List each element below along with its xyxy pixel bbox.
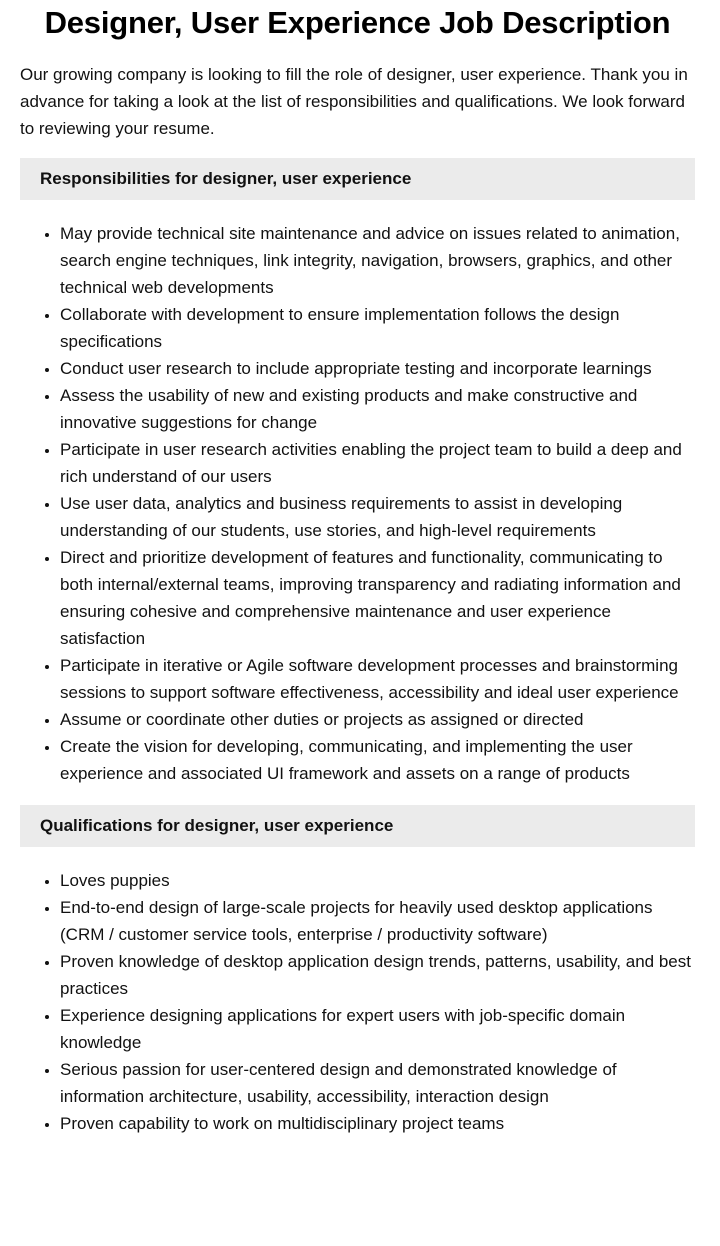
qualifications-heading: Qualifications for designer, user experience: [20, 805, 695, 847]
responsibility-item: • Assess the usability of new and existing products and make constructive and innovative suggestions for change: [60, 382, 695, 436]
intro-paragraph: Our growing company is looking to fill the role of designer, user experience. Thank you in advance for taking a look at the list of responsibilities and qualifications. We look forward to reviewing your resume.: [20, 65, 688, 138]
responsibility-item: • Direct and prioritize development of features and functionality, communicating to both internal/external teams, improving transparency and radiating information and ensuring cohesive and comprehensive maintenance and user experience satisfaction: [60, 544, 695, 652]
responsibility-item: • Collaborate with development to ensure implementation follows the design specifications: [60, 301, 695, 355]
responsibility-item: • Use user data, analytics and business requirements to assist in developing understanding of our students, use stories, and high-level requirements: [60, 490, 695, 544]
qualification-item: • Proven capability to work on multidisciplinary project teams: [60, 1110, 695, 1137]
responsibility-item: • Assume or coordinate other duties or projects as assigned or directed: [60, 706, 695, 733]
qualification-item: • Loves puppies: [60, 867, 695, 894]
responsibilities-heading: Responsibilities for designer, user experience: [20, 158, 695, 200]
qualification-item: • Serious passion for user-centered design and demonstrated knowledge of information architecture, usability, accessibility, interaction design: [60, 1056, 695, 1110]
qualification-item: • Experience designing applications for expert users with job-specific domain knowledge: [60, 1002, 695, 1056]
responsibility-item: • Participate in user research activities enabling the project team to build a deep and rich understand of our users: [60, 436, 695, 490]
responsibility-item: • Participate in iterative or Agile software development processes and brainstorming sessions to support software effectiveness, accessibility and ideal user experience: [60, 652, 695, 706]
responsibility-item: • Create the vision for developing, communicating, and implementing the user experience and associated UI framework and assets on a range of products: [60, 733, 695, 787]
qualification-item: • Proven knowledge of desktop application design trends, patterns, usability, and best practices: [60, 948, 695, 1002]
page-title: Designer, User Experience Job Description: [44, 5, 671, 40]
responsibilities-list: [20, 220, 695, 787]
responsibility-item: • Conduct user research to include appropriate testing and incorporate learnings: [60, 355, 695, 382]
responsibility-item: • May provide technical site maintenance and advice on issues related to animation, search engine techniques, link integrity, navigation, browsers, graphics, and other technical web developments: [60, 220, 695, 301]
qualifications-list: [20, 867, 695, 1137]
qualification-item: • End-to-end design of large-scale projects for heavily used desktop applications (CRM / customer service tools, enterprise / productivity software): [60, 894, 695, 948]
